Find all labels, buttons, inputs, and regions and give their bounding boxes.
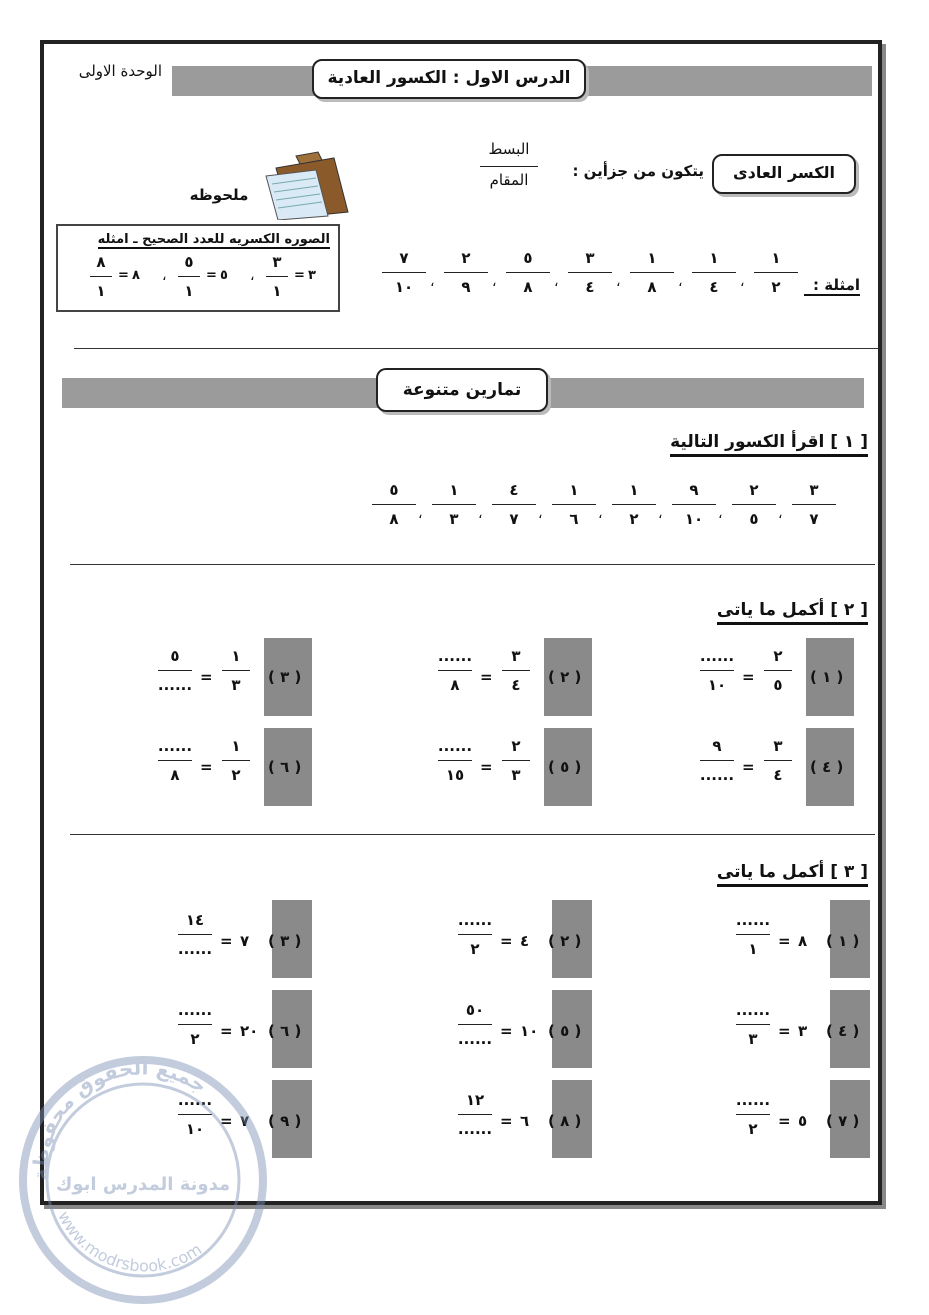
- svg-text:جميع الحقوق محفوظة: [28, 1055, 211, 1181]
- q1-fraction-denominator: ٧: [509, 510, 519, 528]
- note-fraction-numerator: ٨: [96, 253, 106, 271]
- note-fraction-bar: [90, 276, 112, 277]
- exercise-number: ( ٢ ): [548, 932, 582, 950]
- q1-fraction-denominator: ٦: [569, 510, 579, 528]
- exercise-number: ( ٥ ): [548, 758, 582, 776]
- q1-row: [322, 476, 842, 546]
- q2-answer-fraction-numerator: ......: [699, 647, 735, 665]
- q1-fraction-bar: [792, 504, 836, 505]
- example-fraction-denominator: ٨: [523, 278, 533, 296]
- q3-answer-fraction: [730, 910, 776, 959]
- q2-answer-fraction-denominator: ......: [699, 766, 735, 784]
- q1-fraction-bar: [672, 504, 716, 505]
- q2-area: [44, 634, 878, 814]
- q3-answer-fraction-bar: [178, 934, 212, 935]
- q2-given-fraction-numerator: ١: [231, 737, 241, 755]
- example-fraction-numerator: ٣: [585, 249, 595, 267]
- q2-given-fraction-numerator: ١: [231, 647, 241, 665]
- q1-fraction-bar: [372, 504, 416, 505]
- comma-separator: ،: [430, 274, 435, 290]
- q3-answer-fraction-numerator: ١٤: [185, 911, 205, 929]
- example-fraction: [562, 248, 618, 297]
- q2-given-fraction-bar: [764, 670, 792, 671]
- whole-number: ٨: [798, 932, 808, 950]
- q1-fraction: [726, 480, 782, 529]
- q3-answer-fraction-numerator: ......: [735, 911, 771, 929]
- example-fraction: [376, 248, 432, 297]
- q3-answer-fraction-numerator: ......: [457, 911, 493, 929]
- q2-given-fraction: [216, 646, 256, 695]
- q1-fraction-denominator: ٨: [389, 510, 399, 528]
- q2-title: [ ٢ ] أكمل ما ياتى: [717, 600, 868, 625]
- q2-given-fraction-numerator: ٢: [773, 647, 783, 665]
- q2-given-fraction-denominator: ٥: [773, 676, 783, 694]
- note-whole: ٨: [132, 268, 140, 283]
- exercise-number: ( ١ ): [810, 668, 844, 686]
- q1-fraction-denominator: ٧: [809, 510, 819, 528]
- note-whole: ٣: [308, 268, 316, 283]
- exercises-title: تمارين متنوعة: [376, 368, 548, 412]
- definition-label: الكسر العادى: [712, 154, 856, 194]
- comma-separator: ،: [778, 506, 783, 522]
- exercise-number: ( ٦ ): [268, 758, 302, 776]
- q3-answer-fraction-numerator: ......: [735, 1001, 771, 1019]
- divider-1: [74, 348, 879, 349]
- q2-given-fraction-denominator: ٣: [511, 766, 521, 784]
- example-fraction-bar: [630, 272, 674, 273]
- equals-sign: =: [220, 1022, 233, 1040]
- q1-fraction-bar: [552, 504, 596, 505]
- q3-answer-fraction: [452, 1090, 498, 1139]
- equals-sign: =: [206, 268, 217, 283]
- whole-number: ٤: [520, 932, 530, 950]
- q1-fraction: [786, 480, 842, 529]
- q3-answer-fraction-denominator: ٢: [190, 1030, 200, 1048]
- q1-fraction-denominator: ٢: [629, 510, 639, 528]
- q1-title: [ ١ ] اقرأ الكسور التالية: [670, 432, 868, 457]
- q1-fraction-numerator: ١: [629, 481, 639, 499]
- whole-number: ٧: [240, 1112, 250, 1130]
- q3-answer-fraction-numerator: ......: [177, 1091, 213, 1109]
- example-fraction-denominator: ٤: [585, 278, 595, 296]
- watermark-stamp: [8, 1040, 278, 1310]
- q2-given-fraction-bar: [222, 670, 250, 671]
- note-fraction-denominator: ١: [96, 282, 106, 300]
- example-fraction: [748, 248, 804, 297]
- equals-sign: =: [500, 1112, 513, 1130]
- q1-fraction-numerator: ١: [449, 481, 459, 499]
- equals-sign: =: [778, 1022, 791, 1040]
- comma-separator: ،: [554, 274, 559, 290]
- unit-label: الوحدة الاولى: [78, 62, 162, 80]
- whole-number: ٥: [798, 1112, 808, 1130]
- watermark-line1: جميع الحقوق محفوظة: [28, 1055, 212, 1181]
- q3-answer-fraction: [452, 910, 498, 959]
- note-title: ملحوظه: [189, 186, 249, 204]
- exercise-number: ( ٩ ): [268, 1112, 302, 1130]
- q3-answer-fraction: [172, 910, 218, 959]
- q1-fraction: [666, 480, 722, 529]
- q3-answer-fraction-numerator: ......: [177, 1001, 213, 1019]
- note-fraction-numerator: ٥: [184, 253, 194, 271]
- example-fraction-bar: [754, 272, 798, 273]
- equals-sign: =: [200, 758, 213, 776]
- q2-given-fraction-numerator: ٣: [773, 737, 783, 755]
- comma-separator: ،: [478, 506, 483, 522]
- q1-fraction-denominator: ١٠: [684, 510, 704, 528]
- example-fraction-denominator: ١٠: [394, 278, 414, 296]
- whole-number: ٣: [798, 1022, 808, 1040]
- example-fraction-denominator: ٨: [647, 278, 657, 296]
- q2-given-fraction: [496, 646, 536, 695]
- note-box-title: الصوره الكسريه للعدد الصحيح ـ امثله: [97, 232, 330, 247]
- example-fraction: [686, 248, 742, 297]
- example-fraction-numerator: ٧: [399, 249, 409, 267]
- example-fraction-numerator: ١: [771, 249, 781, 267]
- divider-2: [70, 564, 875, 565]
- comma-separator: ،: [598, 506, 603, 522]
- note-fraction-numerator: ٣: [272, 253, 282, 271]
- q1-fraction: [366, 480, 422, 529]
- q2-answer-fraction-bar: [158, 670, 192, 671]
- comma-separator: ،: [418, 506, 423, 522]
- example-fraction: [624, 248, 680, 297]
- q1-fraction-numerator: ١: [569, 481, 579, 499]
- q3-answer-fraction-denominator: ٢: [470, 940, 480, 958]
- numerator-word: البسط: [488, 140, 530, 158]
- q2-answer-fraction: [694, 736, 740, 785]
- equals-sign: =: [480, 758, 493, 776]
- q2-given-fraction-denominator: ٢: [231, 766, 241, 784]
- whole-number: ٦: [520, 1112, 530, 1130]
- lesson-title: الدرس الاول : الكسور العادية: [312, 59, 586, 99]
- q3-answer-fraction-denominator: ......: [457, 1030, 493, 1048]
- q1-fraction-bar: [732, 504, 776, 505]
- exercise-number: ( ١ ): [826, 932, 860, 950]
- comma-separator: ،: [740, 274, 745, 290]
- q1-fraction-numerator: ٤: [509, 481, 519, 499]
- q3-answer-fraction-denominator: ......: [457, 1120, 493, 1138]
- equals-sign: =: [200, 668, 213, 686]
- note-fraction-denominator: ١: [272, 282, 282, 300]
- q2-given-fraction-denominator: ٤: [511, 676, 521, 694]
- q3-answer-fraction-bar: [178, 1024, 212, 1025]
- example-fraction-bar: [382, 272, 426, 273]
- q3-answer-fraction: [730, 1000, 776, 1049]
- q2-answer-fraction: [432, 646, 478, 695]
- comma-separator: ،: [678, 274, 683, 290]
- example-fraction-numerator: ١: [647, 249, 657, 267]
- equals-sign: =: [220, 1112, 233, 1130]
- whole-number: ٢٠: [240, 1022, 259, 1040]
- equals-sign: =: [500, 932, 513, 950]
- note-fraction: [84, 252, 118, 301]
- watermark-url: www.modrsbook.com: [54, 1208, 206, 1276]
- q1-fraction-numerator: ٥: [389, 481, 399, 499]
- exercise-number: ( ٣ ): [268, 668, 302, 686]
- q3-answer-fraction: [452, 1000, 498, 1049]
- q2-answer-fraction-bar: [700, 670, 734, 671]
- folder-icon: [256, 150, 356, 220]
- q2-given-fraction-bar: [502, 670, 530, 671]
- worksheet-page: [40, 40, 882, 1205]
- example-fraction-bar: [568, 272, 612, 273]
- exercise-number: ( ٧ ): [826, 1112, 860, 1130]
- q1-fraction: [606, 480, 662, 529]
- q3-answer-fraction-bar: [736, 934, 770, 935]
- exercise-number: ( ٤ ): [810, 758, 844, 776]
- q2-answer-fraction-numerator: ٩: [712, 737, 722, 755]
- example-fraction-numerator: ٢: [461, 249, 471, 267]
- equals-sign: =: [500, 1022, 513, 1040]
- exercise-number: ( ٦ ): [268, 1022, 302, 1040]
- q3-answer-fraction-denominator: ......: [177, 940, 213, 958]
- q3-answer-fraction-bar: [736, 1024, 770, 1025]
- q2-answer-fraction-numerator: ......: [157, 737, 193, 755]
- q2-given-fraction-bar: [222, 760, 250, 761]
- q2-answer-fraction: [432, 736, 478, 785]
- comma-separator: ،: [718, 506, 723, 522]
- q2-answer-fraction-numerator: ......: [437, 647, 473, 665]
- q1-fraction-denominator: ٥: [749, 510, 759, 528]
- q1-fraction: [546, 480, 602, 529]
- examples-row: [364, 244, 804, 314]
- q2-given-fraction-denominator: ٣: [231, 676, 241, 694]
- comma-separator: ،: [538, 506, 543, 522]
- q1-fraction-numerator: ٢: [749, 481, 759, 499]
- note-fraction: [172, 252, 206, 301]
- exercise-number: ( ٣ ): [268, 932, 302, 950]
- exercise-number: ( ٢ ): [548, 668, 582, 686]
- q1-fraction-numerator: ٩: [689, 481, 699, 499]
- q2-given-fraction: [758, 736, 798, 785]
- examples-label: امثلة :: [804, 276, 860, 296]
- watermark-line2: مدونة المدرس ابوك: [55, 1174, 231, 1195]
- q2-answer-fraction-denominator: ١٥: [445, 766, 465, 784]
- q3-answer-fraction-numerator: ١٢: [465, 1091, 485, 1109]
- example-fraction-bar: [692, 272, 736, 273]
- example-fraction-numerator: ٥: [523, 249, 533, 267]
- divider-3: [70, 834, 875, 835]
- note-items: [58, 254, 338, 304]
- definition-text: يتكون من جزأين :: [572, 162, 704, 180]
- q2-answer-fraction-denominator: ٨: [170, 766, 180, 784]
- example-fraction-denominator: ٩: [461, 278, 471, 296]
- q2-answer-fraction-bar: [438, 760, 472, 761]
- q2-answer-fraction-bar: [700, 760, 734, 761]
- svg-text:www.modrsbook.com: [54, 1208, 205, 1275]
- note-whole: ٥: [220, 268, 228, 283]
- q1-fraction-bar: [612, 504, 656, 505]
- q2-answer-fraction: [694, 646, 740, 695]
- note-box: [56, 224, 340, 312]
- comma-separator: ،: [616, 274, 621, 290]
- q2-answer-fraction-denominator: ٨: [450, 676, 460, 694]
- q2-answer-fraction-denominator: ......: [157, 676, 193, 694]
- equals-sign: =: [480, 668, 493, 686]
- q3-answer-fraction-bar: [458, 1114, 492, 1115]
- q2-answer-fraction-numerator: ......: [437, 737, 473, 755]
- q3-title: [ ٣ ] أكمل ما ياتى: [717, 862, 868, 887]
- q1-fraction-denominator: ٣: [449, 510, 459, 528]
- q3-answer-fraction-denominator: ٢: [748, 1120, 758, 1138]
- q2-answer-fraction-bar: [438, 670, 472, 671]
- q2-given-fraction-numerator: ٢: [511, 737, 521, 755]
- q1-fraction-bar: [432, 504, 476, 505]
- q2-answer-fraction-bar: [158, 760, 192, 761]
- note-fraction-bar: [178, 276, 200, 277]
- whole-number: ٧: [240, 932, 250, 950]
- equals-sign: =: [778, 1112, 791, 1130]
- whole-number: ١٠: [520, 1022, 539, 1040]
- exercise-number: ( ٥ ): [548, 1022, 582, 1040]
- q3-answer-fraction-bar: [458, 934, 492, 935]
- q3-answer-fraction-bar: [736, 1114, 770, 1115]
- comma-separator: ،: [492, 274, 497, 290]
- comma-separator: ،: [658, 506, 663, 522]
- example-fraction-bar: [506, 272, 550, 273]
- example-fraction: [438, 248, 494, 297]
- q2-answer-fraction: [152, 646, 198, 695]
- note-fraction-denominator: ١: [184, 282, 194, 300]
- q3-answer-fraction: [730, 1090, 776, 1139]
- q2-answer-fraction-denominator: ١٠: [707, 676, 727, 694]
- exercise-number: ( ٨ ): [548, 1112, 582, 1130]
- q2-answer-fraction-numerator: ٥: [170, 647, 180, 665]
- q1-fraction: [486, 480, 542, 529]
- equals-sign: =: [742, 758, 755, 776]
- q2-answer-fraction: [152, 736, 198, 785]
- q3-answer-fraction-denominator: ١: [748, 940, 758, 958]
- example-fraction: [500, 248, 556, 297]
- q2-given-fraction-bar: [764, 760, 792, 761]
- equals-sign: =: [778, 932, 791, 950]
- comma-separator: ،: [250, 268, 255, 284]
- q3-answer-fraction-numerator: ٥٠: [465, 1001, 485, 1019]
- definition-fraction: [474, 140, 544, 193]
- equals-sign: =: [294, 268, 305, 283]
- example-fraction-bar: [444, 272, 488, 273]
- example-fraction-numerator: ١: [709, 249, 719, 267]
- note-fraction-bar: [266, 276, 288, 277]
- q3-answer-fraction-bar: [458, 1024, 492, 1025]
- q1-fraction-numerator: ٣: [809, 481, 819, 499]
- q2-given-fraction-bar: [502, 760, 530, 761]
- equals-sign: =: [220, 932, 233, 950]
- note-fraction: [260, 252, 294, 301]
- q3-answer-fraction-denominator: ١٠: [185, 1120, 205, 1138]
- denominator-word: المقام: [489, 171, 529, 189]
- equals-sign: =: [118, 268, 129, 283]
- q1-fraction-bar: [492, 504, 536, 505]
- q2-given-fraction: [496, 736, 536, 785]
- equals-sign: =: [742, 668, 755, 686]
- q1-fraction: [426, 480, 482, 529]
- q3-answer-fraction-denominator: ٣: [748, 1030, 758, 1048]
- comma-separator: ،: [162, 268, 167, 284]
- q2-given-fraction-numerator: ٣: [511, 647, 521, 665]
- q2-given-fraction: [216, 736, 256, 785]
- example-fraction-denominator: ٤: [709, 278, 719, 296]
- exercise-number: ( ٤ ): [826, 1022, 860, 1040]
- q2-given-fraction-denominator: ٤: [773, 766, 783, 784]
- q2-given-fraction: [758, 646, 798, 695]
- q3-answer-fraction-numerator: ......: [735, 1091, 771, 1109]
- example-fraction-denominator: ٢: [771, 278, 781, 296]
